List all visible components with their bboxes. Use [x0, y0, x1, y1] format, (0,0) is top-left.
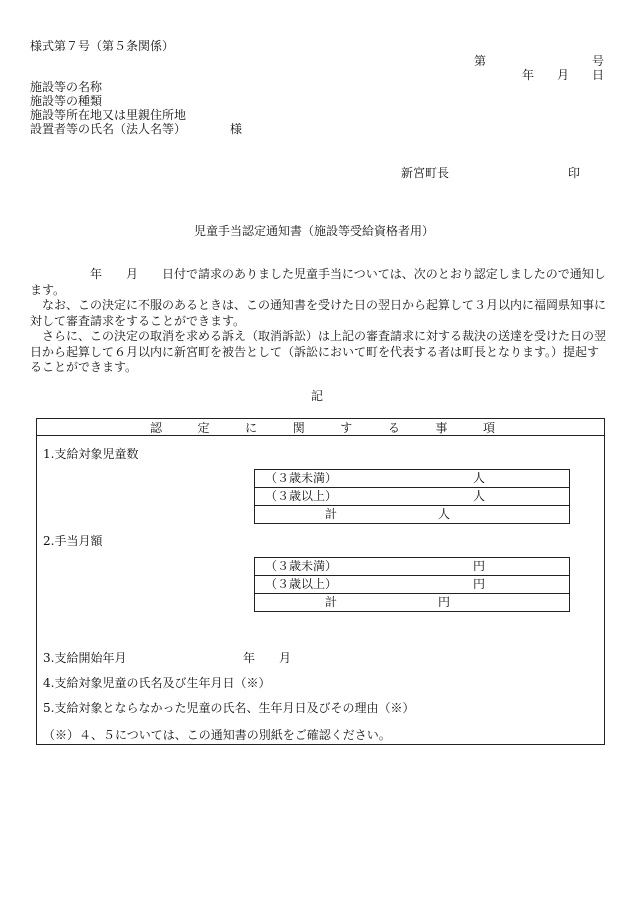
header-char: に: [245, 421, 258, 435]
date-month: 月: [557, 68, 570, 82]
row-label: （３歳以上）: [265, 577, 338, 591]
ki-label: 記: [311, 389, 324, 403]
monthly-amount-table: [254, 557, 570, 612]
doc-no-suffix: 号: [592, 54, 605, 68]
row-label: （３歳未満）: [265, 471, 338, 485]
addressee-address: 施設等所在地又は里親住所地: [30, 108, 187, 122]
document-title: 児童手当認定通知書（施設等受給資格者用）: [194, 224, 435, 238]
addressee-owner: 設置者等の氏名（法人名等）: [30, 122, 187, 136]
row-label: 計: [325, 595, 338, 609]
header-char: 定: [197, 421, 210, 435]
header-divider: [36, 435, 605, 436]
children-count-table: [254, 469, 570, 524]
row-label: （３歳未満）: [265, 559, 338, 573]
row-unit: 円: [473, 577, 486, 591]
row-unit: 円: [473, 559, 486, 573]
item5-label: 5.支給対象とならなかった児童の氏名、生年月日及びその理由（※）: [43, 701, 415, 715]
header-char: す: [340, 421, 353, 435]
item1-label: 1.支給対象児童数: [43, 447, 139, 461]
row-label: 計: [325, 507, 338, 521]
body-paragraph-1: 年 月 日付で請求のありました児童手当については、次のとおり認定しましたので通知します。: [30, 267, 606, 297]
date-day: 日: [592, 68, 605, 82]
header-char: 認: [150, 421, 163, 435]
item3-month: 月: [279, 651, 292, 665]
row-unit: 人: [473, 489, 486, 503]
addressee-name: 施設等の名称: [30, 80, 103, 94]
form-id: 様式第７号（第５条関係）: [30, 39, 175, 53]
issuer-name: 新宮町長: [401, 166, 450, 180]
issuer-seal: 印: [568, 166, 581, 180]
row-label: （３歳以上）: [265, 489, 338, 503]
row-unit: 人: [473, 471, 486, 485]
date-year: 年: [522, 68, 535, 82]
addressee-honorific: 様: [230, 122, 243, 136]
header-char: 関: [292, 421, 305, 435]
row-unit: 円: [438, 595, 451, 609]
header-char: 事: [435, 421, 448, 435]
item3-label: 3.支給開始年月: [43, 651, 127, 665]
header-char: る: [387, 421, 400, 435]
row-unit: 人: [438, 507, 451, 521]
footnote: （※）４、５については、この通知書の別紙をご確認ください。: [43, 728, 391, 742]
item3-year: 年: [243, 651, 256, 665]
header-char: 項: [482, 421, 495, 435]
body-paragraph-3: さらに、この決定の取消を求める訴え（取消訴訟）は上記の審査請求に対する裁決の送達を受けた日の翌日から起算して６月以内に新宮町を被告として（訴訟において町を代表する者は町長となります。）提起することができます。: [30, 329, 607, 374]
item4-label: 4.支給対象児童の氏名及び生年月日（※）: [43, 676, 271, 690]
doc-no-prefix: 第: [474, 54, 487, 68]
item2-label: 2.手当月額: [43, 534, 103, 548]
addressee-type: 施設等の種類: [30, 94, 103, 108]
body-paragraph-2: なお、この決定に不服のあるときは、この通知書を受けた日の翌日から起算して３月以内に福岡県知事に対して審査請求をすることができます。: [30, 298, 607, 328]
certification-header: [150, 422, 495, 434]
